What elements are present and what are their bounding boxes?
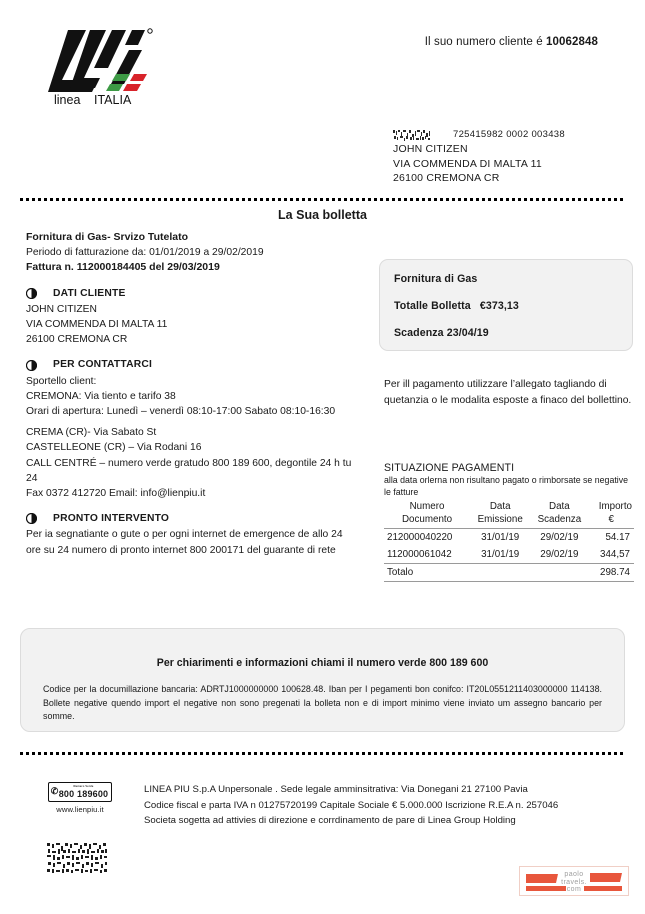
customer-name: JOHN CITIZEN — [26, 303, 97, 315]
col-scadenza: Scadenza — [530, 514, 588, 529]
company-line-2: Codice fiscal e parta IVA n 01275720199 Capitale Sociale € 5.000.000 Iscrizione R.E.A n. 257046 — [144, 799, 559, 811]
address-street: VIA COMMENDA DI MALTA 11 — [393, 157, 542, 170]
watermark-line-2: travels. — [561, 878, 587, 886]
row-0-emissione: 31/01/19 — [481, 532, 520, 543]
customer-number-line — [425, 36, 598, 48]
emergency-section-title: PRONTO INTERVENTO — [53, 513, 170, 525]
table-header-row-1 — [384, 501, 634, 514]
divider-top — [20, 198, 625, 201]
address-reference-row — [393, 128, 565, 142]
address-city: 26100 CREMONA CR — [393, 172, 500, 184]
customer-city: 26100 CREMONA CR — [26, 334, 128, 346]
customer-number-label: Il suo numero cliente é — [424, 36, 543, 48]
row-1-emissione: 31/01/19 — [481, 549, 520, 560]
summary-total-label: Totalle Bolletta — [394, 300, 471, 312]
page-header — [0, 14, 645, 114]
contact-fax-email: Fax 0372 412720 Email: info@lienpiu.it — [26, 488, 206, 500]
qr-code-icon — [46, 842, 108, 874]
contact-opening-hours: Orari di apertura: Lunedì – venerdì 08:10-17:00 Sabato 08:10-16:30 — [26, 406, 336, 418]
contact-office-castelleone: CASTELLEONE (CR) – Via Rodani 16 — [26, 442, 202, 454]
billing-period: Periodo di fatturazione da: 01/01/2019 a 29/02/2019 — [26, 247, 264, 259]
table-header-row-2 — [384, 514, 634, 529]
recipient-address-block — [393, 128, 565, 186]
total-label: Totalo — [384, 564, 470, 582]
left-column — [26, 230, 358, 558]
col-data-emissione-1: Data — [489, 501, 511, 512]
summary-supply: Fornitura di Gas — [394, 273, 478, 285]
col-emissione: Emissione — [470, 514, 530, 529]
contact-call-centre: CALL CENTRÉ – numero verde gratudo 800 189 600, degontile 24 h tu 24 — [26, 457, 352, 484]
info-box-body: Codice per la documillazione bancaria: ADRTJ1000000000 100628.48. Iban per I pegamenti bon conifco: IT20L0551211403000000 114138. Bollete negative quendo import el negative non sono pregenati la bolleta non e di import minimo viene inviato um assegno bancario per somme. — [43, 684, 602, 721]
contact-desk-label: Sportello client: — [26, 375, 97, 387]
company-line-3: Societa sogetta ad attivies di direzione e corrdinamento de pare di Linea Group Holding — [144, 815, 516, 826]
contact-office-cremona: CREMONA: Via tiento e tarifo 38 — [26, 390, 176, 402]
table-total-row — [384, 564, 634, 582]
payments-title: SITUAZIONE PAGAMENTI — [384, 462, 515, 474]
table-row — [384, 529, 634, 547]
watermark-line-1: paolo — [564, 871, 584, 878]
contact-office-crema: CREMA (CR)- Via Sabato St — [26, 427, 157, 439]
page-title: La Sua bolletta — [278, 208, 367, 222]
table-row — [384, 546, 634, 564]
information-box — [20, 628, 625, 732]
payments-table — [384, 501, 634, 582]
payments-subtitle: alla data orlerna non risultano pagato o rimborsate se negative le fatture — [384, 475, 629, 497]
invoice-number: Fattura n. 112000184405 del 29/03/2019 — [26, 261, 220, 274]
supply-type: Fornitura di Gas- Srvizo Tutelato — [26, 231, 188, 243]
customer-number-value: 10062848 — [546, 36, 598, 48]
linea-italia-logo — [46, 22, 174, 106]
row-0-numero: 212000040220 — [387, 532, 453, 543]
customer-section-title: DATI CLIENTE — [53, 287, 126, 299]
row-0-importo: 54.17 — [605, 532, 630, 543]
row-1-numero: 112000061042 — [387, 549, 452, 560]
contact-section-header — [26, 357, 358, 372]
col-euro: € — [588, 514, 634, 529]
watermark-text — [520, 871, 628, 894]
col-documento: Documento — [384, 514, 470, 529]
info-box-heading: Per chiarimenti e informazioni chiami il numero verde 800 189 600 — [156, 657, 489, 669]
row-1-scadenza: 29/02/19 — [540, 549, 579, 560]
badge-website: www.lienpiu.it — [56, 805, 104, 814]
postal-barcode-icon — [393, 130, 431, 141]
badge-box — [48, 782, 113, 802]
half-circle-bullet-icon — [26, 360, 37, 371]
emergency-section-header — [26, 511, 358, 526]
col-data-scadenza-1: Data — [549, 501, 570, 512]
total-spacer-1 — [470, 564, 530, 582]
address-reference-code: 725415982 0002 003438 — [453, 128, 565, 140]
contact-section-title: PER CONTATTARCI — [53, 359, 153, 371]
divider-bottom — [20, 752, 625, 755]
payments-situation — [384, 462, 634, 582]
customer-section-header — [26, 286, 358, 301]
company-legal-info — [144, 782, 614, 829]
bill-summary-box — [379, 259, 633, 351]
summary-due-date: Scadenza 23/04/19 — [394, 327, 489, 339]
half-circle-bullet-icon — [26, 513, 37, 524]
row-0-scadenza: 29/02/19 — [540, 532, 579, 543]
emergency-line-1: Per ia segnatiante o gute o per ogni internet de emergence de allo 24 — [26, 529, 343, 541]
address-name: JOHN CITIZEN — [393, 143, 468, 155]
summary-total-value: €373,13 — [479, 300, 519, 312]
row-1-importo: 344,57 — [600, 549, 630, 560]
logo-text-italia: ITALIA — [94, 93, 132, 106]
logo-text-linea: linea — [54, 93, 81, 106]
customer-street: VIA COMMENDA DI MALTA 11 — [26, 319, 168, 331]
watermark-line-3: com — [566, 886, 582, 893]
col-importo-1: Importo — [598, 501, 632, 512]
total-value: 298.74 — [588, 564, 634, 582]
emergency-line-2: ore su 24 numero di pronto internet 800 200171 del guarante di rete — [26, 544, 336, 556]
badge-top-label: Numero Verde — [73, 785, 94, 788]
green-number-badge — [44, 782, 116, 814]
company-line-1: LINEA PIU S.p.A Unpersonale . Sede legale amminsitrativa: Via Donegani 21 27100 Pavia — [144, 784, 528, 795]
total-spacer-2 — [530, 564, 588, 582]
half-circle-bullet-icon — [26, 288, 37, 299]
badge-number: 800 189600 — [58, 789, 109, 799]
phone-icon: ✆ — [50, 786, 59, 796]
watermark-logo — [519, 866, 629, 896]
payment-instructions: Per ill pagamento utilizzare l’allegato tagliando di quetanzia o le modalita esposte a finaco del bollettino. — [384, 379, 632, 406]
col-numero-1: Numero — [409, 501, 445, 512]
summary-total — [394, 300, 632, 312]
